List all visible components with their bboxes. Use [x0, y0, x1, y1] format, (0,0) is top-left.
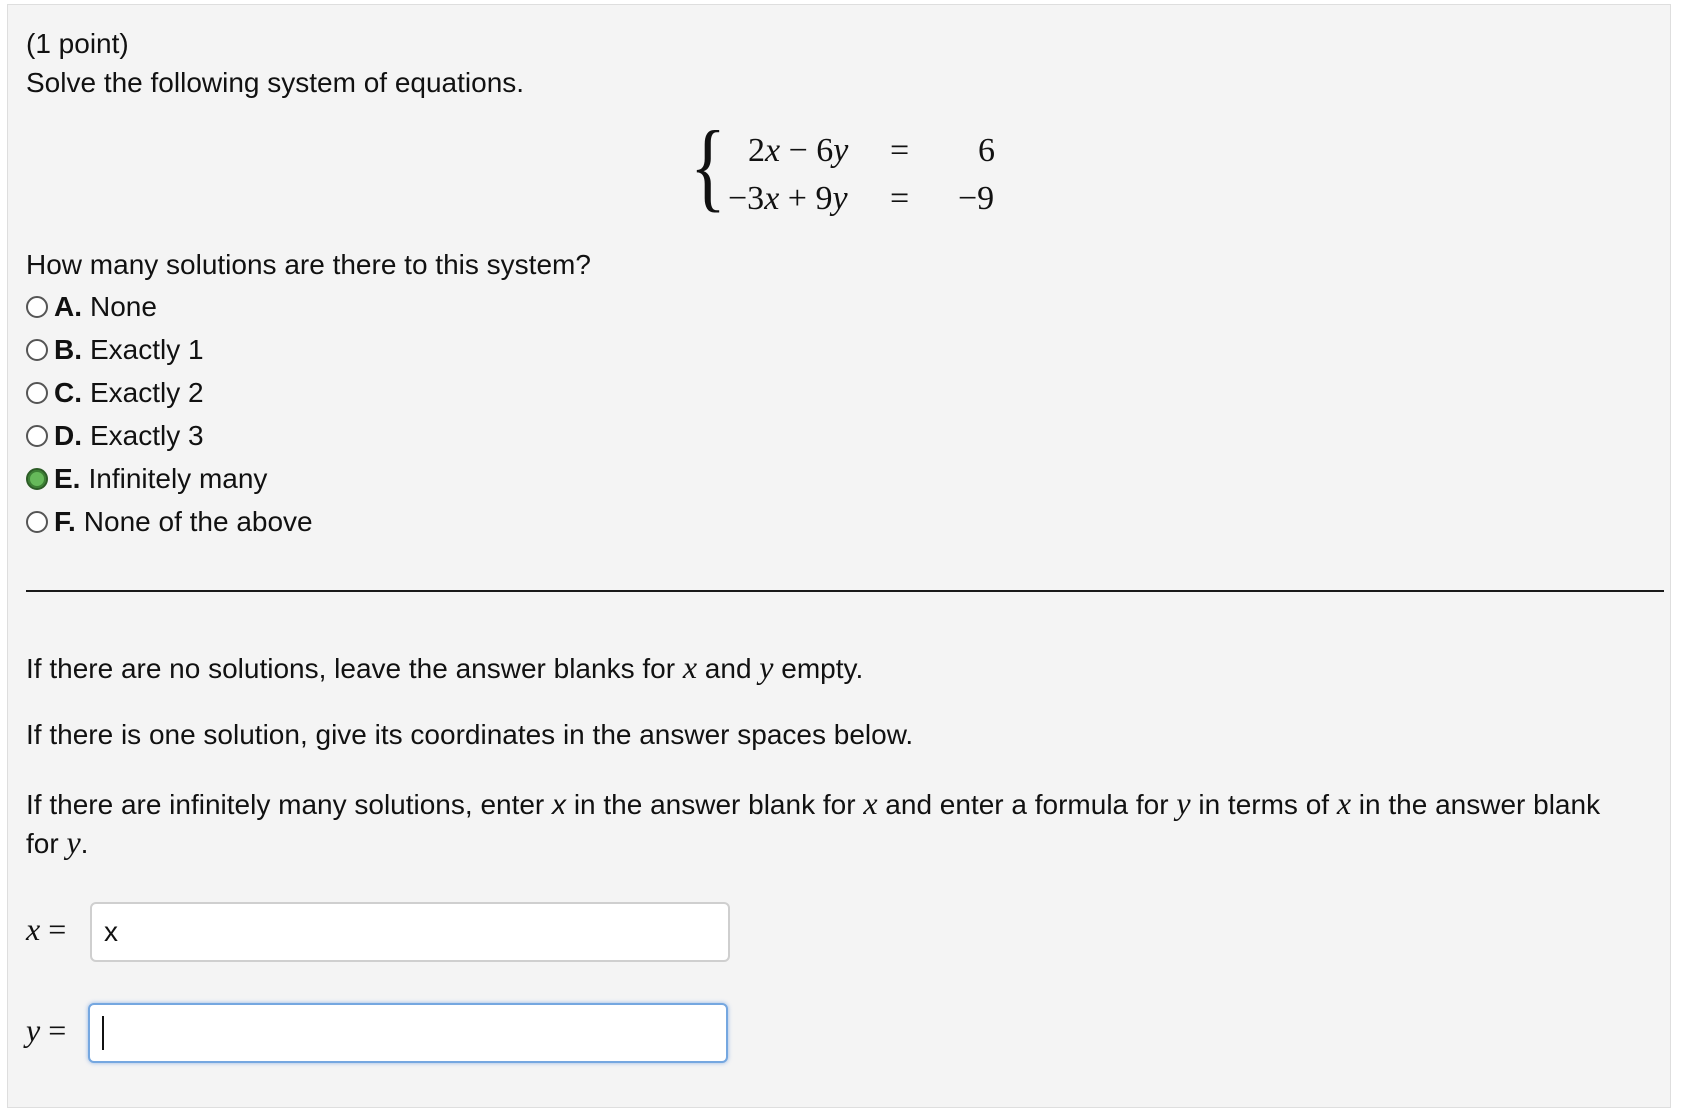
option-label: Exactly 1: [90, 334, 204, 365]
equation-2-relation: =: [890, 180, 910, 217]
option-label: Infinitely many: [88, 463, 268, 494]
option-e[interactable]: [26, 461, 267, 497]
option-b[interactable]: [26, 332, 204, 368]
option-label: None of the above: [83, 506, 313, 537]
option-letter: B.: [54, 334, 82, 365]
option-letter: E.: [54, 463, 81, 494]
equation-2-lhs: −3x + 9y: [728, 180, 848, 217]
text-cursor: [102, 1016, 104, 1050]
points-label: (1 point): [26, 28, 129, 59]
option-letter: C.: [54, 377, 82, 408]
option-letter: F.: [54, 506, 76, 537]
option-letter: D.: [54, 420, 82, 451]
section-divider: [26, 590, 1664, 592]
equation-1-relation: =: [890, 132, 910, 169]
question-text: How many solutions are there to this system?: [26, 249, 591, 280]
instruction-infinite-solutions-cont: for y.: [26, 824, 89, 860]
y-answer-label: y =: [26, 1012, 67, 1048]
option-label: Exactly 3: [90, 420, 204, 451]
equation-2-rhs: −9: [958, 180, 995, 217]
equation-1-rhs: 6: [978, 132, 995, 169]
option-label: None: [90, 291, 157, 322]
problem-prompt: Solve the following system of equations.: [26, 67, 525, 98]
radio-option-b[interactable]: [26, 339, 48, 361]
option-f[interactable]: [26, 504, 313, 540]
radio-option-a[interactable]: [26, 296, 48, 318]
option-letter: A.: [54, 291, 82, 322]
left-brace: {: [690, 110, 726, 221]
option-d[interactable]: [26, 418, 204, 454]
equation-1-lhs: 2x − 6y: [748, 132, 849, 169]
option-label: Exactly 2: [90, 377, 204, 408]
radio-option-d[interactable]: [26, 425, 48, 447]
x-answer-label: x =: [26, 911, 67, 947]
y-answer-input[interactable]: [88, 1003, 728, 1063]
radio-option-c[interactable]: [26, 382, 48, 404]
radio-option-e[interactable]: [26, 468, 48, 490]
instruction-infinite-solutions: If there are infinitely many solutions, enter x in the answer blank for x and enter a formula for y in terms of x in the answer blank: [26, 785, 1601, 821]
instruction-no-solutions: If there are no solutions, leave the answer blanks for x and y empty.: [26, 649, 864, 685]
radio-option-f[interactable]: [26, 511, 48, 533]
option-a[interactable]: [26, 289, 157, 325]
x-answer-input[interactable]: [90, 902, 730, 962]
instruction-one-solution: If there is one solution, give its coordinates in the answer spaces below.: [26, 719, 914, 750]
option-c[interactable]: [26, 375, 204, 411]
x-answer-value: x: [104, 916, 118, 947]
